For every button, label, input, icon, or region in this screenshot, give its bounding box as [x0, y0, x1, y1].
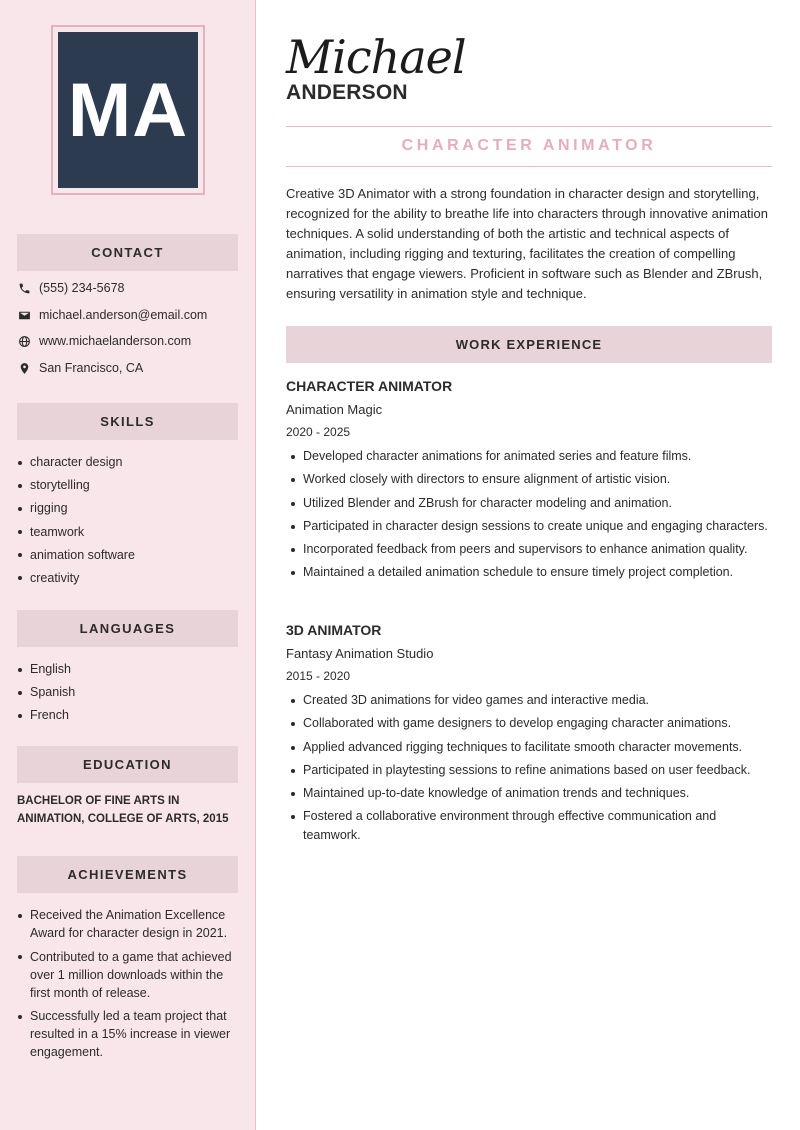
language-item: English: [17, 660, 242, 678]
title-rule-bottom: [286, 166, 772, 167]
job-bullet: Participated in playtesting sessions to refine animations based on user feedback.: [286, 761, 772, 780]
email-link[interactable]: michael.anderson@email.com: [39, 308, 208, 322]
contact-email[interactable]: [17, 305, 247, 325]
language-item: French: [17, 706, 242, 724]
skill-item: rigging: [17, 499, 242, 517]
job-bullet: Participated in character design sessions to create unique and engaging characters.: [286, 517, 772, 536]
job-bullet: Worked closely with directors to ensure alignment of artistic vision.: [286, 470, 772, 489]
phone-text: (555) 234-5678: [39, 281, 125, 295]
skills-list: [17, 453, 242, 587]
job-bullet: Fostered a collaborative environment through effective communication and teamwork.: [286, 807, 772, 845]
first-name: Michael: [286, 30, 466, 84]
job-dates: 2020 - 2025: [286, 425, 351, 439]
education-heading: EDUCATION: [17, 746, 238, 783]
job-bullet: Created 3D animations for video games and interactive media.: [286, 691, 772, 710]
job-dates: 2015 - 2020: [286, 669, 351, 683]
achievements-list: [17, 906, 242, 1061]
job-company: Fantasy Animation Studio: [286, 646, 434, 661]
location-text: San Francisco, CA: [39, 361, 144, 375]
skills-heading: SKILLS: [17, 403, 238, 440]
job-role: 3D ANIMATOR: [286, 622, 382, 638]
skill-item: storytelling: [17, 476, 242, 494]
job-bullet: Collaborated with game designers to develop engaging character animations.: [286, 714, 772, 733]
languages-heading: LANGUAGES: [17, 610, 238, 647]
experience-heading: WORK EXPERIENCE: [286, 326, 772, 363]
job-bullet: Maintained up-to-date knowledge of animation trends and techniques.: [286, 784, 772, 803]
job-role: CHARACTER ANIMATOR: [286, 378, 453, 394]
skill-item: character design: [17, 453, 242, 471]
job-bullet: Incorporated feedback from peers and supervisors to enhance animation quality.: [286, 540, 772, 559]
achievement-item: Contributed to a game that achieved over 1 million downloads within the first month of release.: [17, 948, 242, 1002]
summary-text: Creative 3D Animator with a strong foundation in character design and storytelling, recognized for the ability to breathe life into characters through innovative animation techniques. A solid understanding of both the artistic and technical aspects of animation, including rigging and texturing, facilitates the creation of compelling narratives that engage viewers. Proficient in software such as Blender and ZBrush, ensuring versatility in animation style and technique.: [286, 186, 769, 301]
location-pin-icon: [17, 361, 31, 375]
achievement-item: Received the Animation Excellence Award for character design in 2021.: [17, 906, 242, 942]
job-bullets: [286, 691, 772, 850]
achievement-item: Successfully led a team project that resulted in a 15% increase in viewer engagement.: [17, 1007, 242, 1061]
job-bullet: Applied advanced rigging techniques to facilitate smooth character movements.: [286, 738, 772, 757]
language-item: Spanish: [17, 683, 242, 701]
headline-title: CHARACTER ANIMATOR: [401, 137, 657, 154]
achievements-heading: ACHIEVEMENTS: [17, 856, 238, 893]
contact-heading: CONTACT: [17, 234, 238, 271]
main-content: [286, 0, 772, 1130]
skill-item: animation software: [17, 546, 242, 564]
monogram-frame: [51, 25, 205, 195]
phone-icon: [17, 281, 31, 295]
title-rule-top: [286, 126, 772, 127]
education-entry: BACHELOR OF FINE ARTS IN ANIMATION, COLLEGE OF ARTS, 2015: [17, 795, 229, 825]
monogram: MA: [58, 32, 198, 188]
skill-item: creativity: [17, 569, 242, 587]
mail-icon: [17, 308, 31, 322]
contact-phone: [17, 278, 247, 298]
website-link[interactable]: www.michaelanderson.com: [39, 334, 192, 348]
globe-icon: [17, 334, 31, 348]
job-bullet: Developed character animations for animated series and feature films.: [286, 447, 772, 466]
last-name: ANDERSON: [286, 81, 408, 104]
skill-item: teamwork: [17, 523, 242, 541]
languages-list: [17, 660, 242, 724]
job-bullets: [286, 447, 772, 587]
contact-website[interactable]: [17, 331, 247, 351]
sidebar: [0, 0, 256, 1130]
job-bullet: Utilized Blender and ZBrush for character modeling and animation.: [286, 494, 772, 513]
job-company: Animation Magic: [286, 402, 383, 417]
job-bullet: Maintained a detailed animation schedule to ensure timely project completion.: [286, 563, 772, 582]
contact-location: [17, 358, 247, 378]
